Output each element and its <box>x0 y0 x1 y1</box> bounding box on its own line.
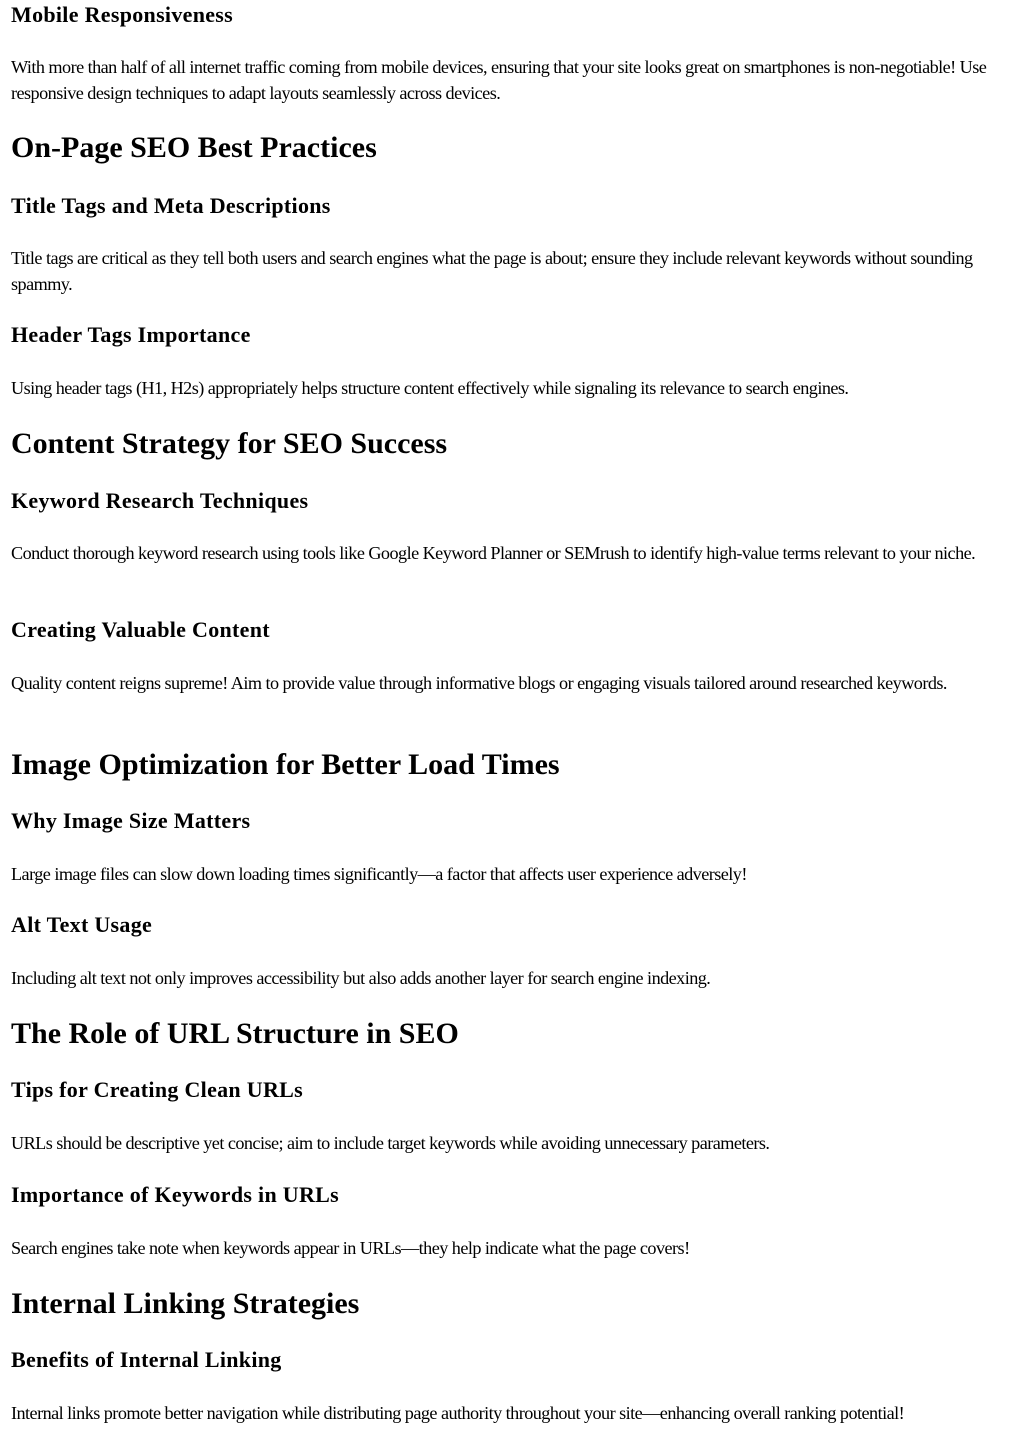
paragraph-alt-text: Including alt text not only improves accessibility but also adds another layer for search engine indexing. <box>11 968 711 988</box>
heading-on-page-seo: On-Page SEO Best Practices <box>11 131 377 164</box>
subheading-clean-urls: Tips for Creating Clean URLs <box>11 1077 303 1102</box>
subheading-keywords-in-urls: Importance of Keywords in URLs <box>11 1182 339 1207</box>
subheading-header-tags: Header Tags Importance <box>11 322 251 347</box>
paragraph-title-tags: Title tags are critical as they tell both users and search engines what the page is about; ensure they include relevant keywords without sounding spammy. <box>11 248 973 294</box>
paragraph-clean-urls: URLs should be descriptive yet concise; aim to include target keywords while avoiding unnecessary parameters. <box>11 1133 770 1153</box>
paragraph-header-tags: Using header tags (H1, H2s) appropriately helps structure content effectively while signaling its relevance to search engines. <box>11 378 849 398</box>
paragraph-valuable-content: Quality content reigns supreme! Aim to provide value through informative blogs or engaging visuals tailored around researched keywords. <box>11 673 947 693</box>
heading-internal-linking: Internal Linking Strategies <box>11 1287 360 1320</box>
paragraph-mobile-responsiveness: With more than half of all internet traffic coming from mobile devices, ensuring that your site looks great on smartphones is non-negotiable! Use responsive design techniques to adapt layouts seamlessly across devices. <box>11 57 987 103</box>
subheading-image-size: Why Image Size Matters <box>11 808 251 833</box>
paragraph-internal-linking-benefits: Internal links promote better navigation while distributing page authority throughout your site—enhancing overall ranking potential! <box>11 1403 905 1423</box>
subheading-keyword-research: Keyword Research Techniques <box>11 488 309 513</box>
subheading-title-tags: Title Tags and Meta Descriptions <box>11 193 331 218</box>
subheading-internal-linking-benefits: Benefits of Internal Linking <box>11 1347 282 1372</box>
heading-image-optimization: Image Optimization for Better Load Times <box>11 748 560 781</box>
paragraph-keywords-in-urls: Search engines take note when keywords appear in URLs—they help indicate what the page covers! <box>11 1238 690 1258</box>
subheading-alt-text: Alt Text Usage <box>11 912 153 937</box>
paragraph-image-size: Large image files can slow down loading times significantly—a factor that affects user experience adversely! <box>11 864 747 884</box>
subheading-mobile-responsiveness: Mobile Responsiveness <box>11 2 234 27</box>
paragraph-keyword-research: Conduct thorough keyword research using tools like Google Keyword Planner or SEMrush to identify high-value terms relevant to your niche. <box>11 543 976 563</box>
subheading-valuable-content: Creating Valuable Content <box>11 617 270 642</box>
heading-url-structure: The Role of URL Structure in SEO <box>11 1017 459 1050</box>
heading-content-strategy: Content Strategy for SEO Success <box>11 427 448 460</box>
